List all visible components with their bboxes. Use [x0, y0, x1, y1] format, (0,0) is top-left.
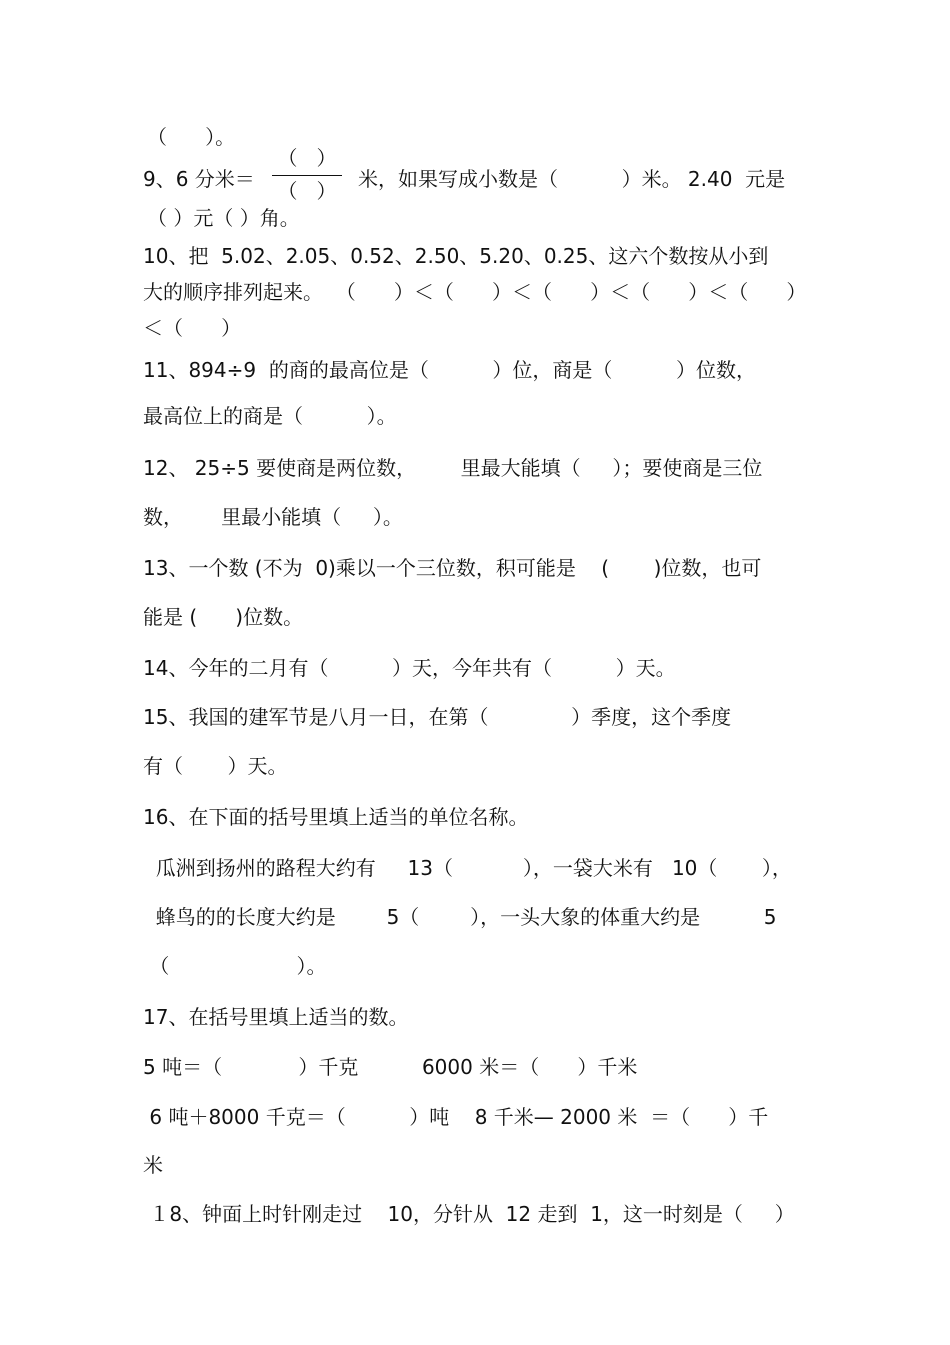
fraction-denominator-blank: （ ）	[277, 179, 337, 203]
q10-line-1: 10、把 5.02、2.05、0.52、2.50、5.20、0.25、这六个数按从小到	[143, 244, 769, 268]
q16-line-3: （ ）。	[143, 954, 327, 978]
q13-line-2: 能是 ( )位数。	[143, 605, 304, 629]
q14-line: 14、今年的二月有（ ）天，今年共有（ ）天。	[143, 656, 676, 680]
q17-line-2: 6 吨＋8000 千克＝（ ）吨 8 千米— 2000 米 ＝（ ）千	[143, 1105, 769, 1129]
q15-line-2: 有（ ）天。	[143, 754, 288, 778]
fraction-numerator-blank: （ ）	[277, 146, 337, 170]
q16-line-2: 蜂鸟的的长度大约是 5（ ），一头大象的体重大约是 5	[143, 905, 777, 929]
q9-suffix: 米，如果写成小数是（ ）米。 2.40 元是	[358, 167, 786, 191]
q13-line-1: 13、一个数 (不为 0)乘以一个三位数，积可能是 ( )位数，也可	[143, 556, 762, 580]
q10-line-2: 大的顺序排列起来。 （ ）＜（ ）＜（ ）＜（ ）＜（ ）	[143, 280, 807, 304]
q18-line: １8、钟面上时针刚走过 10，分针从 12 走到 1，这一时刻是（ ）	[143, 1202, 795, 1226]
q17-heading: 17、在括号里填上适当的数。	[143, 1005, 409, 1029]
q10-line-3: ＜（ ）	[143, 316, 242, 340]
q11-line-1: 11、894÷9 的商的最高位是（ ）位，商是（ ）位数，	[143, 358, 756, 382]
q15-line-1: 15、我国的建军节是八月一日，在第（ ）季度，这个季度	[143, 705, 732, 729]
q9-prefix: 9、6 分米＝	[143, 167, 255, 191]
q12-line-1: 12、 25÷5 要使商是两位数， 里最大能填（ ）；要使商是三位	[143, 456, 763, 480]
q17-line-3: 米	[143, 1153, 163, 1177]
q12-line-2: 数， 里最小能填（ ）。	[143, 505, 403, 529]
q11-line-2: 最高位上的商是（ ）。	[143, 404, 397, 428]
fraction-bar	[272, 175, 342, 176]
line-0-answer-end: （ ）。	[147, 125, 236, 149]
q16-heading: 16、在下面的括号里填上适当的单位名称。	[143, 805, 529, 829]
fraction-blank	[268, 145, 346, 205]
q16-line-1: 瓜洲到扬州的路程大约有 13（ ），一袋大米有 10（ ），	[143, 856, 792, 880]
q17-line-1: 5 吨＝（ ）千克 6000 米＝（ ）千米	[143, 1055, 638, 1079]
q9-line-2: （ ）元（ ）角。	[147, 206, 300, 230]
